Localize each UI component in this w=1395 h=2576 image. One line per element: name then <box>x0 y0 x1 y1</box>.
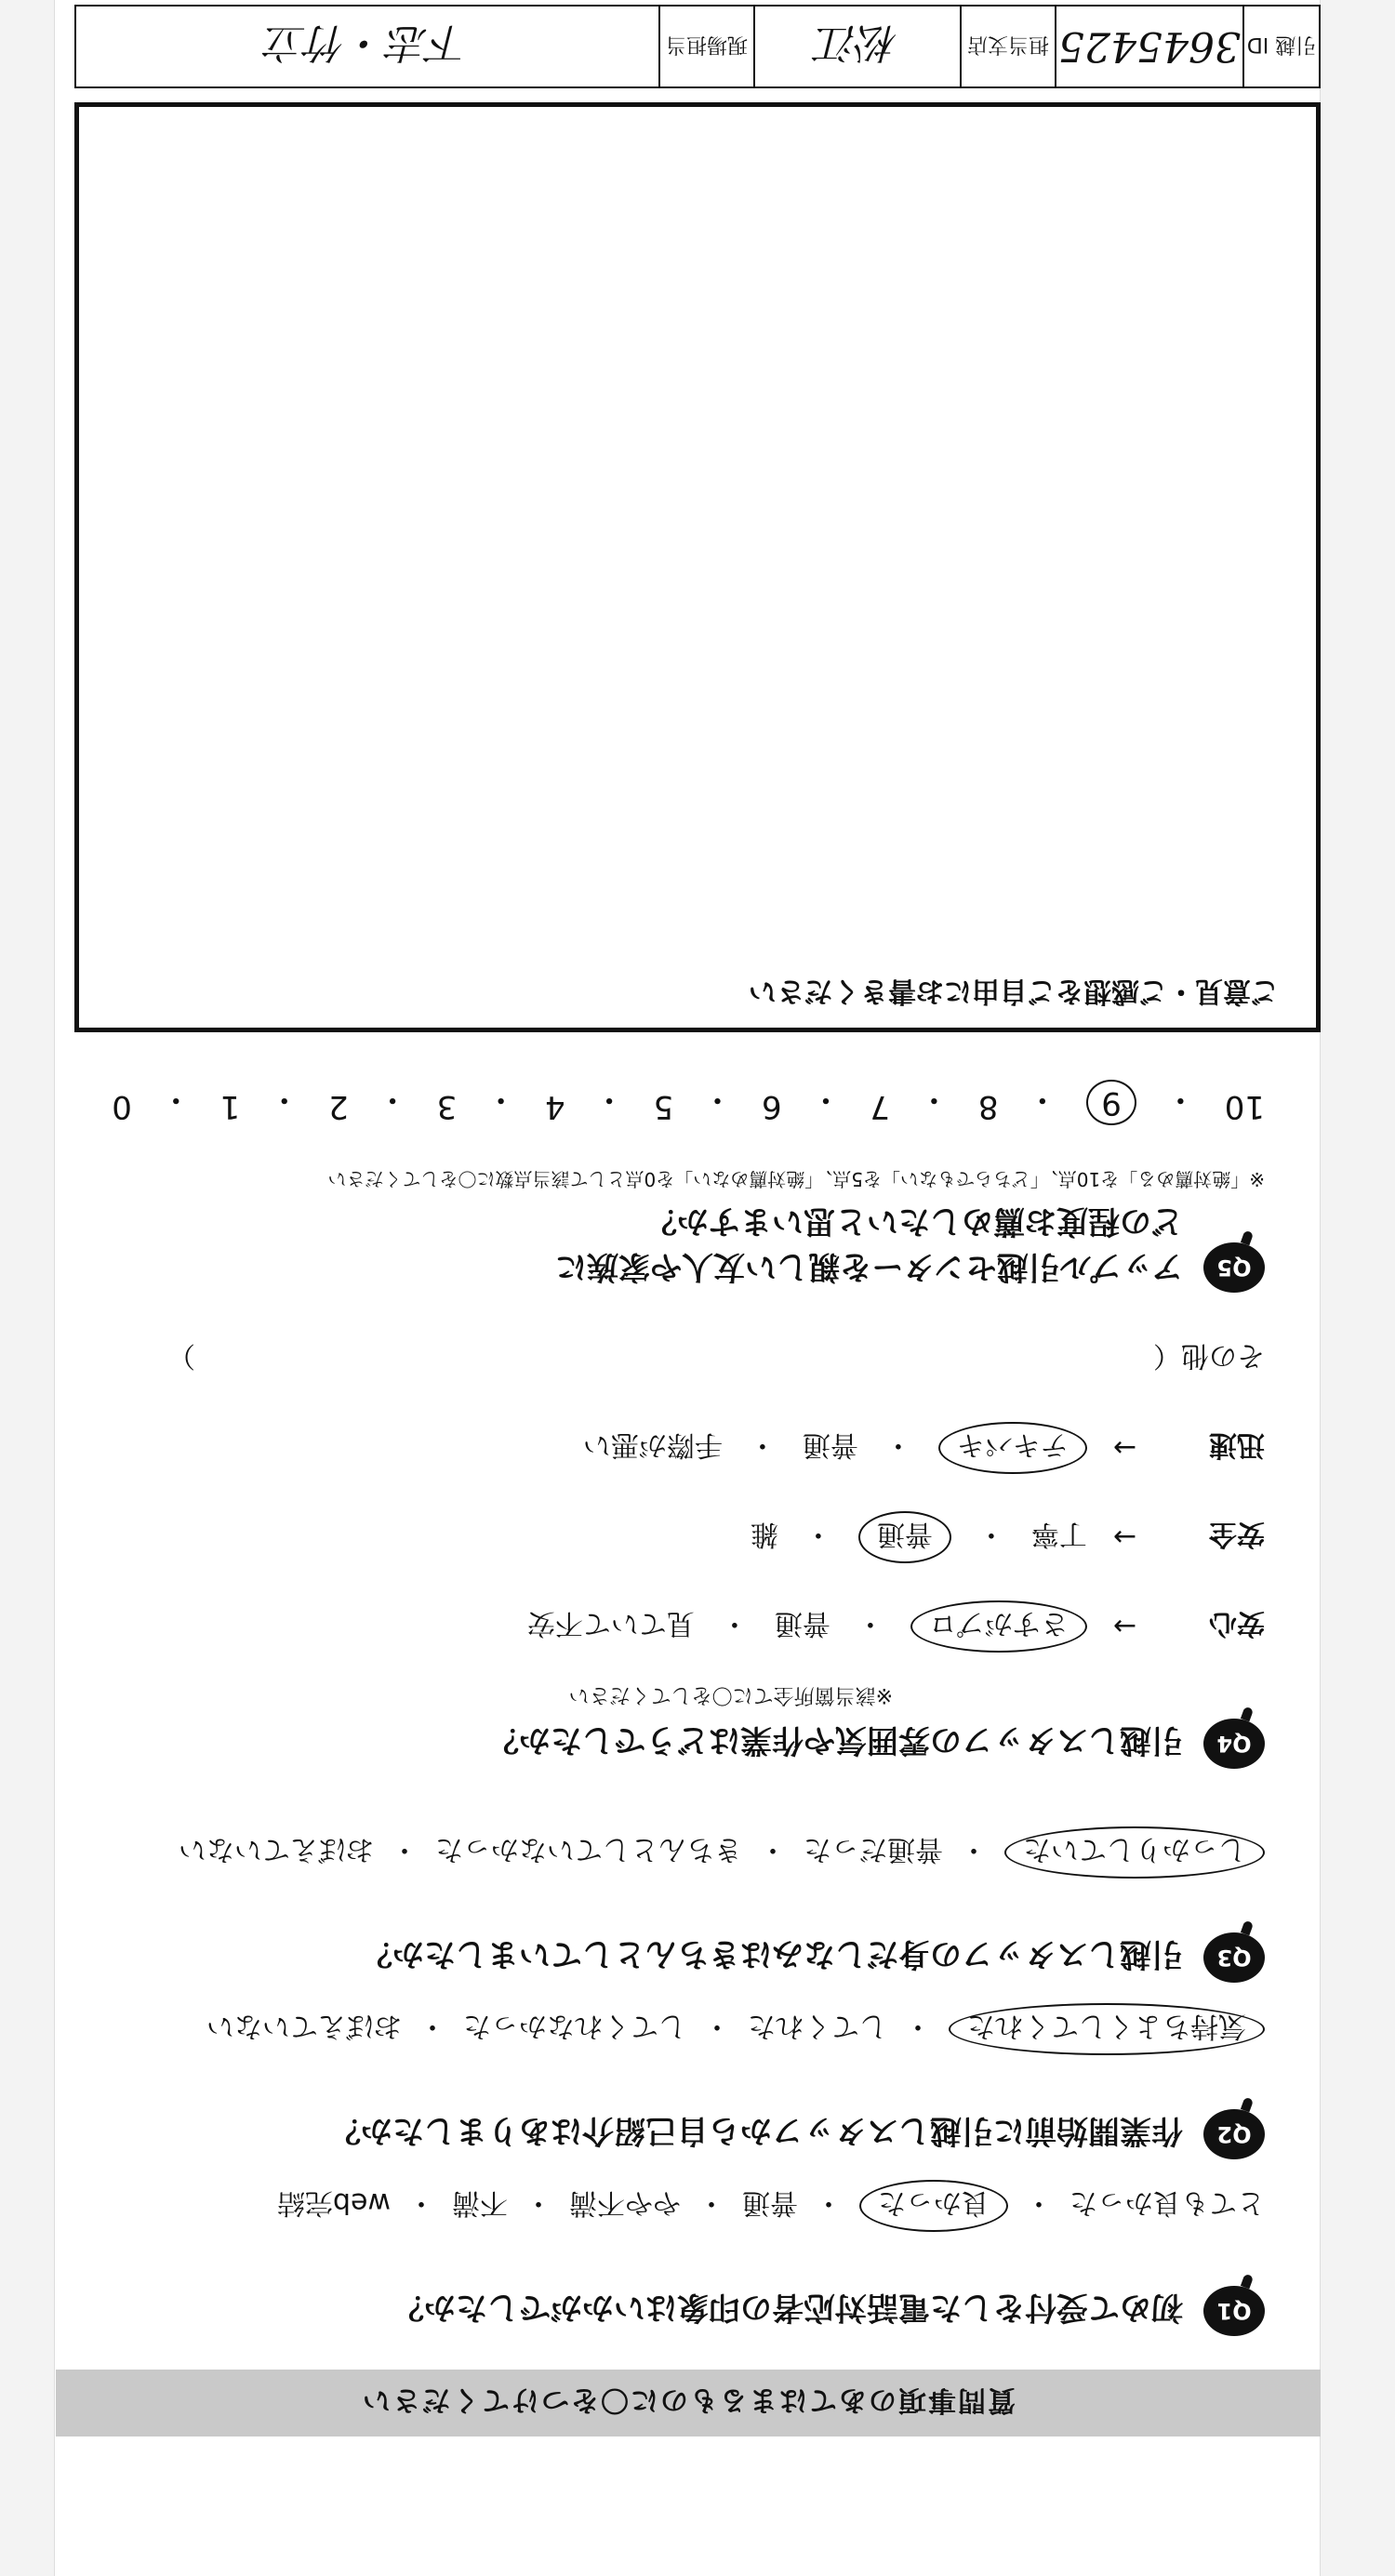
scale-value[interactable]: 10 <box>1224 1088 1265 1125</box>
footer-table <box>74 5 1321 88</box>
q4-other-row <box>167 1331 1265 1387</box>
q3-option-selected[interactable]: しっかりしていた <box>1004 1826 1265 1879</box>
comment-box[interactable] <box>74 102 1321 1032</box>
q4-row-jinsoku: 迅速 → テキパキ ・ 普通 ・ 手際が悪い <box>56 1420 1265 1476</box>
question-3 <box>56 1826 1265 1990</box>
q5-text-line2: どの程度お薦めしたいと思いますか？ <box>645 1202 1183 1240</box>
q4-badge: Q4 <box>1203 1719 1265 1769</box>
scale-value[interactable]: 0 <box>112 1088 132 1125</box>
question-1 <box>56 2180 1265 2344</box>
q4-option[interactable]: 普通 <box>802 1428 858 1461</box>
q4-option[interactable]: 普通 <box>774 1607 830 1640</box>
id-label: 引越 ID <box>1242 7 1319 86</box>
q2-option-selected[interactable]: 気持ちよくしてくれた <box>949 2003 1265 2055</box>
question-4 <box>56 1331 1265 1776</box>
q4-note: ※該当箇所全てに〇をしてください <box>568 1683 893 1706</box>
q1-options: とても良かった ・ 良かった ・ 普通 ・ やや不満 ・ 不満 ・ web完結 <box>56 2180 1265 2232</box>
scale-value-selected[interactable]: 9 <box>1086 1080 1136 1125</box>
q4-option[interactable]: 見ていて不安 <box>526 1607 695 1640</box>
q3-options: しっかりしていた ・ 普通だった ・ きちんとしていなかった ・ おぼえていない <box>56 1826 1265 1879</box>
q2-text: 作業開始前に引越しスタッフから自己紹介はありましたか？ <box>329 2112 1183 2150</box>
q2-badge: Q2 <box>1203 2109 1265 2159</box>
q4-option-selected[interactable]: さすがプロ <box>910 1600 1087 1653</box>
q3-badge: Q3 <box>1203 1932 1265 1983</box>
q2-options: 気持ちよくしてくれた ・ してくれた ・ してくれなかった ・ おぼえていない <box>56 2003 1265 2055</box>
q3-option[interactable]: おぼえていない <box>179 1833 374 1866</box>
comment-label: ご意見・ご感想をご自由にお書きください <box>749 975 1279 1007</box>
q2-option[interactable]: してくれた <box>748 2010 887 2042</box>
question-2 <box>56 2003 1265 2167</box>
q4-option[interactable]: 手際が悪い <box>582 1428 723 1461</box>
q4-option[interactable]: 丁寧 <box>1030 1518 1087 1550</box>
question-5 <box>56 1167 1265 1293</box>
q1-option[interactable]: 不満 <box>452 2186 508 2219</box>
q3-text: 引越しスタッフの身だしなみはきちんとしていましたか？ <box>361 1935 1183 1973</box>
q4-row-anzen: 安全 → 丁寧 ・ 普通 ・ 雑 <box>56 1509 1265 1565</box>
q4-option-selected[interactable]: 普通 <box>858 1511 951 1563</box>
scale-value[interactable]: 1 <box>219 1088 241 1125</box>
scale-value[interactable]: 7 <box>870 1088 891 1125</box>
q1-option-selected[interactable]: 良かった <box>859 2180 1008 2232</box>
q2-option[interactable]: してくれなかった <box>463 2010 686 2042</box>
q4-text: 引越しスタッフの雰囲気や作業はどうでしたか？ <box>487 1721 1183 1759</box>
scale-value[interactable]: 4 <box>545 1088 565 1125</box>
q1-text: 初めて受付をした電話対応者の印象はいかがでしたか？ <box>392 2289 1183 2327</box>
q4-other-label: その他（ <box>1153 1339 1265 1372</box>
q1-badge: Q1 <box>1203 2286 1265 2336</box>
q5-badge: Q5 <box>1203 1242 1265 1293</box>
q5-scale: 10 ・ 9 ・ 8 ・ 7 ・ 6 ・ 5 ・ 4 ・ 3 ・ 2 ・ 1 ・ 0 <box>112 1081 1265 1125</box>
scale-value[interactable]: 2 <box>328 1088 349 1125</box>
q4-option-selected[interactable]: テキパキ <box>938 1422 1087 1474</box>
scale-value[interactable]: 3 <box>436 1088 458 1125</box>
branch-value: 松江 <box>753 7 960 86</box>
q2-option[interactable]: おぼえていない <box>206 2010 402 2042</box>
q3-option[interactable]: きちんとしていなかった <box>435 1833 742 1866</box>
manager-label: 現場担当 <box>658 7 753 86</box>
scale-value[interactable]: 6 <box>761 1088 782 1125</box>
branch-label: 担当支店 <box>960 7 1055 86</box>
instruction-banner: 質問事項のあてはまるものに〇をつけてください <box>56 2370 1321 2437</box>
q1-option[interactable]: とても良かった <box>1070 2186 1265 2219</box>
q4-row-anshin: 安心 → さすがプロ ・ 普通 ・ 見ていて不安 <box>56 1599 1265 1654</box>
id-value: 3645425 <box>1055 7 1242 86</box>
q3-option[interactable]: 普通だった <box>804 1833 943 1866</box>
manager-value: 下志・竹立 <box>265 19 470 66</box>
q1-option[interactable]: web完結 <box>276 2186 391 2219</box>
q5-note: ※「絶対薦める」を10点、「どちらでもない」を5点、「絶対薦めない」を0点として該当点数に〇をしてください <box>327 1168 1265 1190</box>
q5-text-line1: アップル引越センターを親しい友人や家族に <box>555 1248 1183 1285</box>
q1-option[interactable]: やや不満 <box>569 2186 681 2219</box>
q4-other-close: ） <box>167 1339 195 1372</box>
scale-value[interactable]: 5 <box>653 1088 674 1125</box>
scale-value[interactable]: 8 <box>977 1088 999 1125</box>
q4-option[interactable]: 雑 <box>750 1518 778 1550</box>
q1-option[interactable]: 普通 <box>742 2186 798 2219</box>
